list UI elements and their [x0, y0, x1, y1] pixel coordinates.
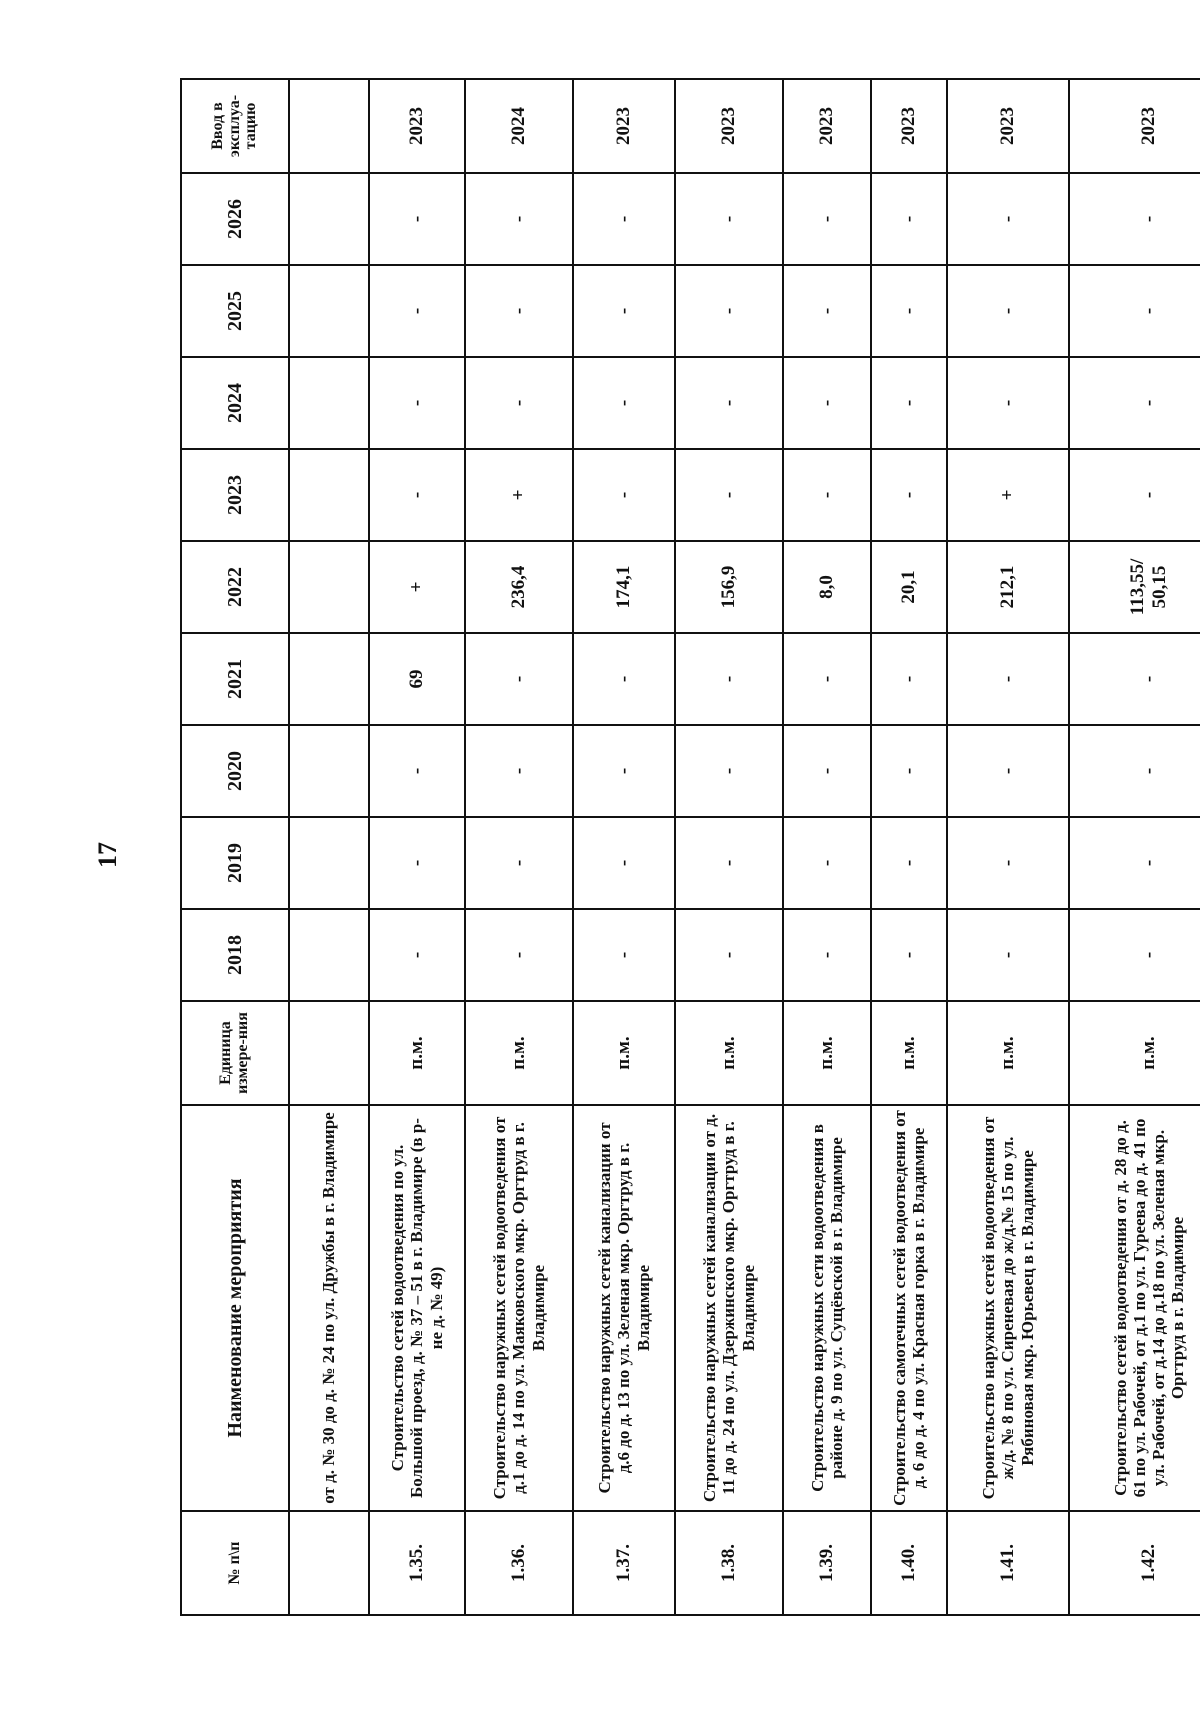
year-value-cell: -	[1069, 449, 1200, 541]
commission-year-cell	[289, 79, 369, 173]
year-value-cell: -	[783, 449, 871, 541]
row-number-cell: 1.41.	[947, 1511, 1069, 1615]
header-year: 2021	[181, 633, 289, 725]
year-value-cell: -	[675, 265, 783, 357]
header-year: 2019	[181, 817, 289, 909]
measure-name-cell: Строительство самотечных сетей водоотведения от д. 6 до д. 4 по ул. Красная горка в г. Владимире	[871, 1105, 947, 1511]
year-value-cell: -	[465, 817, 573, 909]
year-value-cell: -	[947, 265, 1069, 357]
commission-year-cell: 2023	[573, 79, 675, 173]
table-row	[465, 79, 573, 1615]
year-value-cell	[289, 633, 369, 725]
year-value-cell: -	[573, 265, 675, 357]
row-number-cell: 1.40.	[871, 1511, 947, 1615]
year-value-cell: -	[947, 909, 1069, 1001]
year-value-cell: -	[573, 173, 675, 265]
year-value-cell: -	[369, 173, 465, 265]
year-value-cell	[289, 817, 369, 909]
year-value-cell: -	[947, 357, 1069, 449]
table-row	[871, 79, 947, 1615]
header-year: 2022	[181, 541, 289, 633]
measures-table-container	[180, 80, 1188, 1616]
row-number-cell: 1.39.	[783, 1511, 871, 1615]
year-value-cell: -	[369, 449, 465, 541]
measure-name-cell: Строительство наружных сетей водоотведения от ж/д. № 8 по ул. Сиреневая до ж/д.№ 15 по ул. Рябиновая мкр. Юрьевец в г. Владимире	[947, 1105, 1069, 1511]
year-value-cell: +	[465, 449, 573, 541]
year-value-cell: -	[1069, 909, 1200, 1001]
commission-year-cell: 2023	[369, 79, 465, 173]
year-value-cell: 174,1	[573, 541, 675, 633]
year-value-cell: -	[465, 633, 573, 725]
year-value-cell: -	[465, 265, 573, 357]
header-year: 2023	[181, 449, 289, 541]
year-value-cell: -	[871, 909, 947, 1001]
year-value-cell: -	[1069, 817, 1200, 909]
table-row	[1069, 79, 1200, 1615]
row-number-cell: 1.37.	[573, 1511, 675, 1615]
year-value-cell: -	[465, 909, 573, 1001]
measure-name-cell: от д. № 30 до д. № 24 по ул. Дружбы в г. Владимире	[289, 1105, 369, 1511]
measure-name-cell: Строительство наружных сетей канализации от д.6 до д. 13 по ул. Зеленая мкр. Оргтруд в г. Владимире	[573, 1105, 675, 1511]
year-value-cell: -	[573, 909, 675, 1001]
header-year: 2024	[181, 357, 289, 449]
year-value-cell: -	[783, 725, 871, 817]
header-year: 2020	[181, 725, 289, 817]
measures-table	[180, 78, 1200, 1616]
measure-name-cell: Строительство наружных сети водоотведения в районе д. 9 по ул. Сущёвской в г. Владимире	[783, 1105, 871, 1511]
year-value-cell: 69	[369, 633, 465, 725]
year-value-cell: -	[465, 173, 573, 265]
unit-cell	[289, 1001, 369, 1105]
table-row	[675, 79, 783, 1615]
header-year: 2025	[181, 265, 289, 357]
year-value-cell: -	[675, 817, 783, 909]
year-value-cell: -	[871, 449, 947, 541]
row-number-cell: 1.36.	[465, 1511, 573, 1615]
commission-year-cell: 2024	[465, 79, 573, 173]
header-name: Наименование мероприятия	[181, 1105, 289, 1511]
year-value-cell: -	[1069, 357, 1200, 449]
measure-name-cell: Строительство наружных сетей водоотведения от д.1 до д. 14 по ул. Маяковского мкр. Оргтруд в г. Владимире	[465, 1105, 573, 1511]
year-value-cell	[289, 725, 369, 817]
year-value-cell: -	[573, 817, 675, 909]
year-value-cell: -	[465, 357, 573, 449]
year-value-cell: -	[947, 173, 1069, 265]
unit-cell: п.м.	[465, 1001, 573, 1105]
year-value-cell: -	[465, 725, 573, 817]
year-value-cell: -	[675, 449, 783, 541]
header-unit: Единица измере-ния	[181, 1001, 289, 1105]
year-value-cell: -	[947, 633, 1069, 725]
year-value-cell: -	[573, 725, 675, 817]
year-value-cell: -	[783, 357, 871, 449]
year-value-cell: -	[783, 265, 871, 357]
year-value-cell: 212,1	[947, 541, 1069, 633]
header-year: 2018	[181, 909, 289, 1001]
year-value-cell: -	[675, 357, 783, 449]
commission-year-cell: 2023	[1069, 79, 1200, 173]
table-body	[289, 79, 1200, 1615]
row-number-cell	[289, 1511, 369, 1615]
measure-name-cell: Строительство сетей водоотведения по ул. Большой проезд, д. № 37 – 51 в г. Владимире (в р-не д. № 49)	[369, 1105, 465, 1511]
header-row	[181, 79, 289, 1615]
year-value-cell: -	[1069, 633, 1200, 725]
header-commission: Ввод в эксплуа-тацию	[181, 79, 289, 173]
year-value-cell: -	[871, 173, 947, 265]
header-year: 2026	[181, 173, 289, 265]
table-row	[289, 79, 369, 1615]
year-value-cell: -	[369, 909, 465, 1001]
row-number-cell: 1.35.	[369, 1511, 465, 1615]
measure-name-cell: Строительство наружных сетей канализации от д. 11 до д. 24 по ул. Дзержинского мкр. Оргтруд в г. Владимире	[675, 1105, 783, 1511]
unit-cell: п.м.	[1069, 1001, 1200, 1105]
year-value-cell: -	[573, 357, 675, 449]
year-value-cell: 20,1	[871, 541, 947, 633]
year-value-cell: 156,9	[675, 541, 783, 633]
year-value-cell: -	[871, 633, 947, 725]
year-value-cell: -	[783, 633, 871, 725]
year-value-cell	[289, 265, 369, 357]
year-value-cell: 236,4	[465, 541, 573, 633]
year-value-cell: -	[1069, 265, 1200, 357]
year-value-cell	[289, 909, 369, 1001]
year-value-cell: -	[573, 633, 675, 725]
year-value-cell: -	[1069, 173, 1200, 265]
page-number: 17	[93, 842, 122, 868]
year-value-cell: -	[947, 725, 1069, 817]
year-value-cell: +	[947, 449, 1069, 541]
unit-cell: п.м.	[947, 1001, 1069, 1105]
year-value-cell: -	[675, 633, 783, 725]
row-number-cell: 1.38.	[675, 1511, 783, 1615]
table-row	[783, 79, 871, 1615]
year-value-cell	[289, 173, 369, 265]
year-value-cell: -	[871, 817, 947, 909]
year-value-cell: -	[783, 909, 871, 1001]
measure-name-cell: Строительство сетей водоотведения от д. 28 до д. 61 по ул. Рабочей, от д.1 по ул. Гуреева до д. 41 по ул. Рабочей, от д.14 до д.18 по ул. Зеленая мкр. Оргтруд в г. Владимире	[1069, 1105, 1200, 1511]
commission-year-cell: 2023	[783, 79, 871, 173]
row-number-cell: 1.42.	[1069, 1511, 1200, 1615]
unit-cell: п.м.	[573, 1001, 675, 1105]
year-value-cell: -	[871, 265, 947, 357]
header-num: № п\п	[181, 1511, 289, 1615]
year-value-cell: -	[947, 817, 1069, 909]
year-value-cell: -	[1069, 725, 1200, 817]
year-value-cell: 113,55/ 50,15	[1069, 541, 1200, 633]
commission-year-cell: 2023	[947, 79, 1069, 173]
unit-cell: п.м.	[783, 1001, 871, 1105]
year-value-cell: -	[675, 725, 783, 817]
year-value-cell	[289, 357, 369, 449]
year-value-cell: -	[783, 817, 871, 909]
table-row	[573, 79, 675, 1615]
year-value-cell: -	[871, 357, 947, 449]
table-row	[369, 79, 465, 1615]
year-value-cell: -	[675, 909, 783, 1001]
unit-cell: п.м.	[675, 1001, 783, 1105]
year-value-cell: -	[675, 173, 783, 265]
year-value-cell: -	[369, 357, 465, 449]
unit-cell: п.м.	[871, 1001, 947, 1105]
year-value-cell: -	[369, 817, 465, 909]
year-value-cell: -	[369, 725, 465, 817]
unit-cell: п.м.	[369, 1001, 465, 1105]
year-value-cell	[289, 449, 369, 541]
commission-year-cell: 2023	[871, 79, 947, 173]
year-value-cell: -	[871, 725, 947, 817]
year-value-cell: 8,0	[783, 541, 871, 633]
year-value-cell: -	[369, 265, 465, 357]
year-value-cell: -	[783, 173, 871, 265]
table-row	[947, 79, 1069, 1615]
year-value-cell	[289, 541, 369, 633]
year-value-cell: +	[369, 541, 465, 633]
year-value-cell: -	[573, 449, 675, 541]
commission-year-cell: 2023	[675, 79, 783, 173]
